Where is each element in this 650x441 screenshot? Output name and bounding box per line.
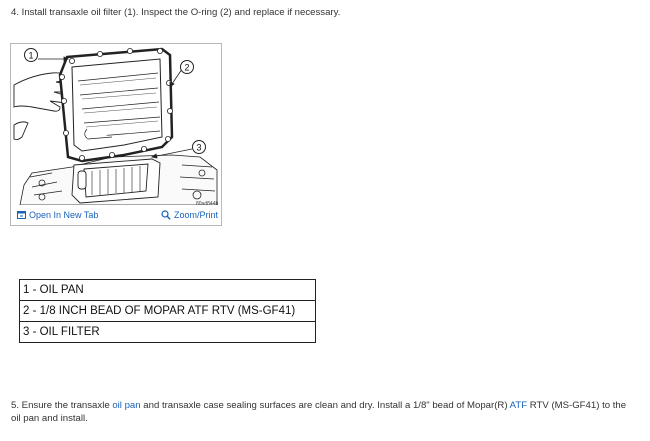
step-4-instruction: 4. Install transaxle oil filter (1). Inspect the O-ring (2) and replace if necessary. [11, 7, 341, 18]
legend-row [20, 322, 316, 343]
figure-panel [10, 43, 222, 226]
svg-text:2: 2 [184, 62, 190, 73]
zoom-print-link[interactable] [161, 210, 218, 220]
legend-cell: 1 - OIL PAN [20, 280, 316, 301]
atf-link[interactable]: ATF [509, 400, 528, 411]
figure-id: 80ad844b [196, 201, 219, 207]
svg-text:1: 1 [28, 50, 34, 61]
step-5-text-end: RTV (MS-GF41) to the oil pan and install. [11, 400, 627, 424]
open-in-new-tab-link[interactable] [17, 210, 98, 220]
legend-row [20, 301, 316, 322]
figure-legend-table [19, 279, 316, 343]
legend-cell: 2 - 1/8 INCH BEAD OF MOPAR ATF RTV (MS-GF41) [20, 301, 316, 322]
step-5-text-start: 5. Ensure the transaxle [11, 400, 113, 411]
legend-row [20, 280, 316, 301]
open-tab-icon [17, 211, 26, 219]
oil-pan-link[interactable]: oil pan [112, 400, 141, 411]
callout-3-marker [191, 139, 207, 155]
magnifier-icon [161, 210, 171, 220]
step-5-instruction [11, 399, 636, 425]
zoom-print-label: Zoom/Print [174, 210, 219, 220]
svg-text:3: 3 [196, 142, 202, 153]
open-in-new-tab-label: Open In New Tab [29, 210, 99, 220]
callout-2-marker [179, 59, 195, 75]
step-5-text-middle: and transaxle case sealing surfaces are clean and dry. Install a 1/8" bead of Mopar(R) [140, 400, 510, 411]
legend-cell: 3 - OIL FILTER [20, 322, 316, 343]
callout-1-marker [23, 47, 39, 63]
